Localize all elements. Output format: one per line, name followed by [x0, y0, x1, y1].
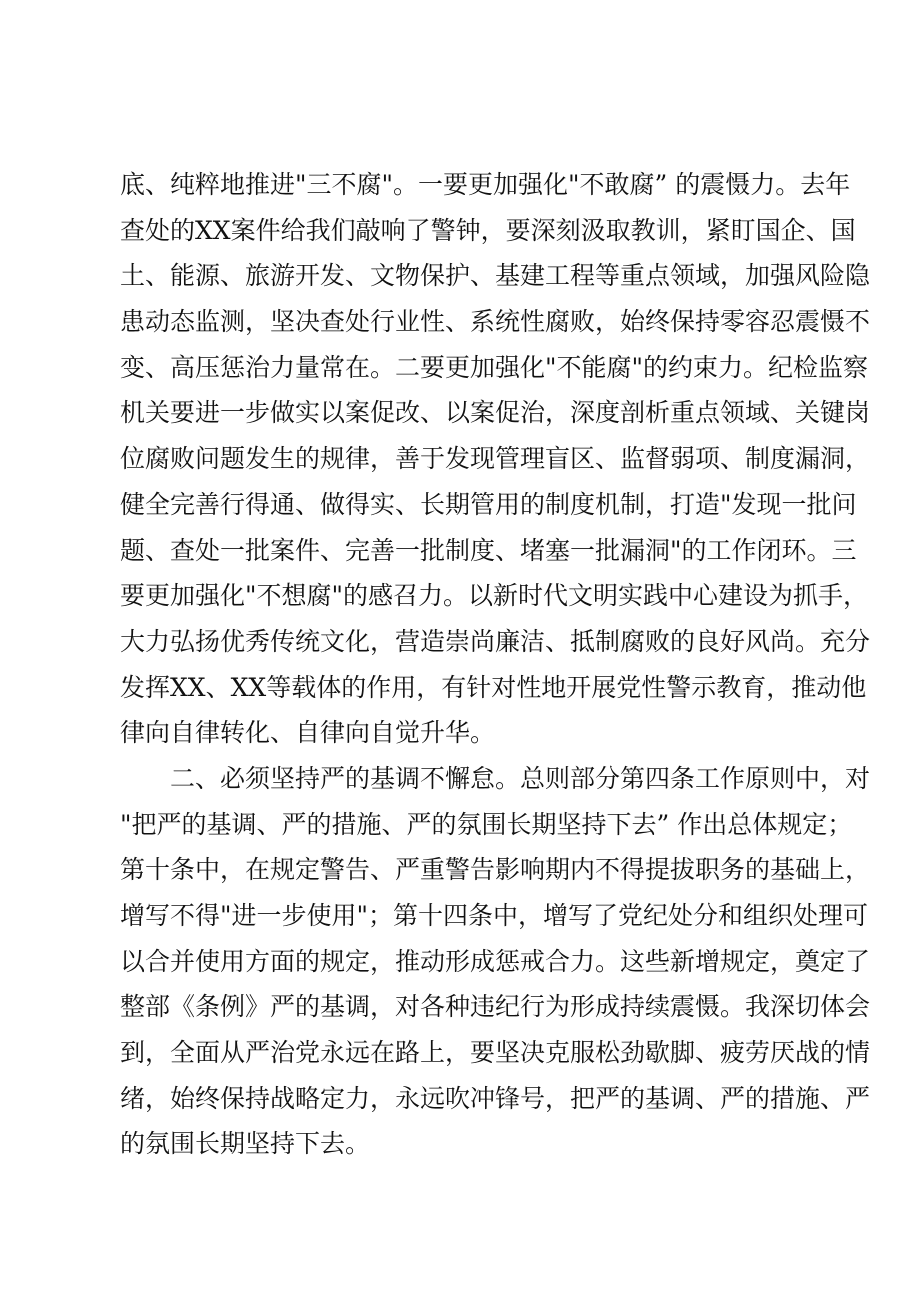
paragraph-line: 土、能源、旅游开发、文物保护、基建工程等重点领域，加强风险隐	[120, 261, 871, 291]
paragraph-line: 大力弘扬优秀传统文化，营造崇尚廉洁、抵制腐败的良好风尚。充分	[120, 626, 871, 656]
paragraph-line: 二、必须坚持严的基调不懈怠。总则部分第四条工作原则中，对	[170, 763, 871, 793]
paragraph-line: 的氛围长期坚持下去。	[120, 1129, 371, 1159]
paragraph-line: 律向自律转化、自律向自觉升华。	[120, 718, 496, 748]
paragraph-line: 机关要进一步做实以案促改、以案促治，深度剖析重点领域、关键岗	[120, 398, 871, 428]
paragraph-line: 增写不得"进一步使用"；第十四条中，增写了党纪处分和组织处理可	[120, 901, 869, 930]
paragraph-line: 绪，始终保持战略定力，永远吹冲锋号，把严的基调、严的措施、严	[120, 1083, 871, 1113]
document-body	[120, 162, 871, 1167]
paragraph-line: "把严的基调、严的措施、严的氛围长期坚持下去” 作出总体规定；	[120, 809, 853, 839]
paragraph-2	[120, 756, 871, 1167]
paragraph-line: 以合并使用方面的规定，推动形成惩戒合力。这些新增规定，奠定了	[120, 946, 871, 976]
paragraph-line: 要更加强化"不想腐"的感召力。以新时代文明实践中心建设为抓手，	[120, 581, 869, 611]
paragraph-line: 整部《条例》严的基调，对各种违纪行为形成持续震慑。我深切体会	[120, 992, 871, 1022]
paragraph-line: 题、查处一批案件、完善一批制度、堵塞一批漏洞"的工作闭环。三	[120, 535, 857, 565]
paragraph-line: 患动态监测，坚决查处行业性、系统性腐败，始终保持零容忍震慑不	[120, 307, 871, 337]
paragraph-1	[120, 162, 871, 756]
paragraph-line: 健全完善行得通、做得实、长期管用的制度机制，打造"发现一批问	[120, 489, 857, 519]
paragraph-line: 底、纯粹地推进"三不腐"。一要更加强化"不敢腐” 的震慑力。去年	[120, 170, 851, 199]
paragraph-line: 位腐败问题发生的规律，善于发现管理盲区、监督弱项、制度漏洞，	[120, 444, 871, 474]
paragraph-line: 到，全面从严治党永远在路上，要坚决克服松劲歇脚、疲劳厌战的情	[120, 1038, 871, 1068]
paragraph-line: 查处的XX案件给我们敲响了警钟，要深刻汲取教训，紧盯国企、国	[120, 215, 856, 245]
paragraph-line: 发挥XX、XX等载体的作用，有针对性地开展党性警示教育，推动他	[120, 672, 867, 702]
paragraph-line: 变、高压惩治力量常在。二要更加强化"不能腐"的约束力。纪检监察	[120, 352, 869, 382]
paragraph-line: 第十条中，在规定警告、严重警告影响期内不得提拔职务的基础上，	[120, 855, 871, 885]
